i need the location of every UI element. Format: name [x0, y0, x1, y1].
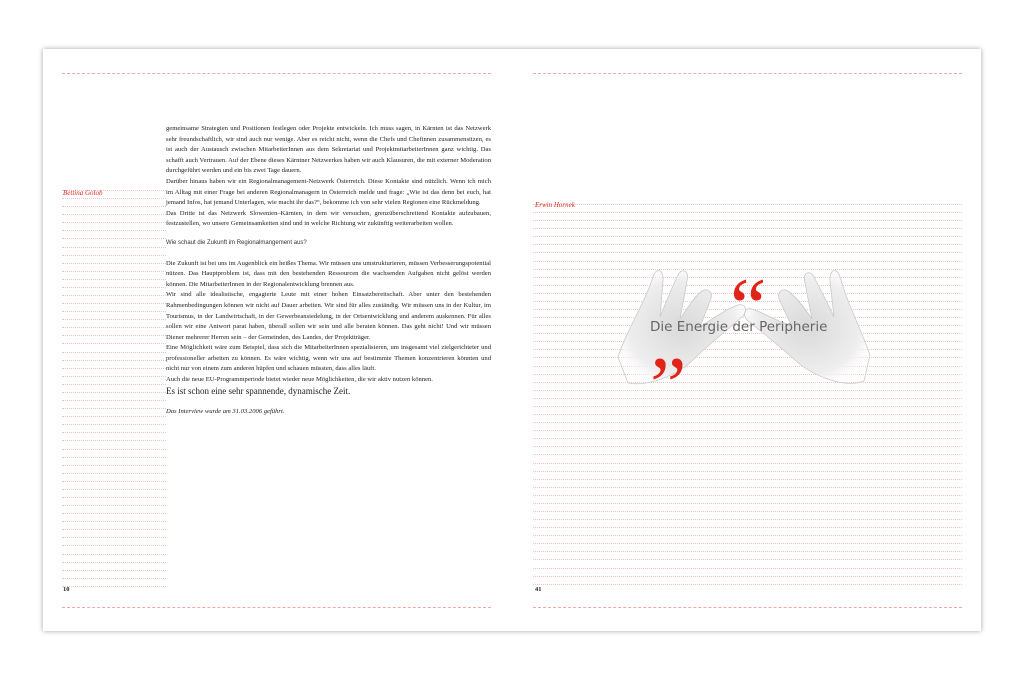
- interview-body: [166, 124, 491, 417]
- open-quote-glyph: “: [730, 261, 767, 352]
- book-spread: [43, 49, 981, 631]
- bottom-rule: [62, 607, 491, 608]
- paragraph: Wir sind alle idealistische, engagierte Leute mit einer hohen Einsatzbereitschaft. Aber unter den bestehenden Rahmenbedingungen können wir nicht auf Dauer arbeiten. Wir sind für alles zuständig. Wir müssen uns in der Kultur, im Tourismus, in der Landwirtschaft, in der Gewerbeansiedelung, in der Ortsentwicklung und anderem auskennen. Für alles sollen wir eine Antwort parat haben, überall sollen wir sein und alle beraten können. Das geht nicht! Und wir müssen Diener mehrerer Herren sein – der Gemeinden, des Landes, der Projektträger.: [166, 291, 491, 341]
- top-rule: [533, 73, 962, 74]
- author-name: Bettina Golob: [63, 189, 103, 197]
- page-number: 10: [63, 586, 70, 593]
- author-name: Erwin Hornek: [535, 201, 575, 209]
- paragraph: Die Zukunft ist bei uns im Augenblick ein heißes Thema. Wir müssen uns umstrukturieren, müssen Verbesserungspotential nützen. Das Hauptproblem ist, dass mit den bestehenden Ressourcen die wachsenden Aufgaben nicht gelöst werden können. Die MitarbeiterInnen in der Regionalentwicklung brennen aus.: [166, 259, 491, 288]
- top-rule: [62, 73, 491, 74]
- closing-sentence: Es ist schon eine sehr spannende, dynamische Zeit.: [166, 385, 351, 396]
- paragraph: Darüber hinaus haben wir ein Regionalmanagement-Netzwerk Österreich. Diese Kontakte sind nützlich. Wenn ich mich im Alltag mit einer Frage bei anderen Regionalmanagern in Österreich melde und frage: „Wie ist das denn bei euch, hat jemand Infos, hat jemand Unterlagen, wie macht ihr das?“, bekomme ich von sehr vielen Regionen eine Rückmeldung.: [166, 177, 491, 207]
- quote-title: Die Energie der Peripherie: [650, 319, 828, 335]
- paragraph: gemeinsame Strategien und Positionen festlegen oder Projekte entwickeln. Ich muss sagen, in Kärnten ist das Netzwerk sehr freundschaftlich, wir sind auch nur wenige. Aber es reicht nicht, wenn die Chefs und Chefinnen zusammensitzen, es ist auch der Austausch zwischen MitarbeiterInnen aus dem Sekretariat und ProjektmitarbeiterInnen ganz wichtig. Das schafft auch Vertrauen. Auf der Ebene dieses Kärntner Netzwerkes haben wir auch Klausuren, die mit externer Moderation durchgeführt werden und ein bis zwei Tage dauern.: [166, 125, 491, 175]
- margin-guides: [62, 190, 166, 594]
- paragraph: Auch die neue EU-Programmperiode bietet wieder neue Möglichkeiten, die wir aktiv nutzen können.: [166, 376, 433, 384]
- interview-date-note: Das Interview wurde am 31.03.2006 geführt.: [166, 407, 285, 415]
- page-number: 41: [535, 586, 542, 593]
- close-quote-icon: [650, 340, 706, 431]
- paragraph: Eine Möglichkeit wäre zum Beispiel, dass sich die MitarbeiterInnen spezialisieren, um insgesamt viel zielgerichteter und professioneller arbeiten zu können. Es wäre wichtig, wenn wir uns auf bestimmte Themen konzentrieren könnten und nicht nur von einem zum anderen hüpfen und schauen müssten, dass alles läuft.: [166, 344, 491, 373]
- paragraph: Das Dritte ist das Netzwerk Slowenien–Kärnten, in dem wir versuchen, grenzüberschreitend Kontakte aufzubauen, festzustellen, wo unsere Gemeinsamkeiten sind und in welche Richtung wir zukünftig weiterarbeiten wollen.: [166, 209, 491, 228]
- left-page: [43, 49, 512, 631]
- interview-question: Wie schaut die Zukunft im Regionalmangement aus?: [166, 239, 307, 246]
- bottom-rule: [533, 607, 962, 608]
- open-quote-icon: [730, 261, 786, 352]
- right-page: [512, 49, 981, 631]
- close-quote-glyph: ”: [650, 340, 687, 431]
